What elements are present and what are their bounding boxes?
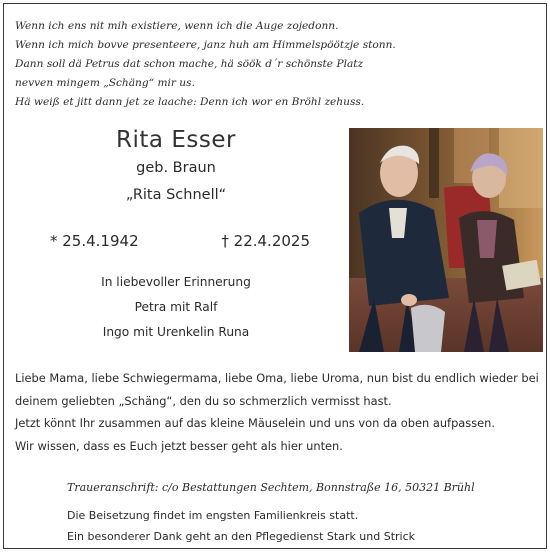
message-line: Liebe Mama, liebe Schwiegermama, liebe Oma, liebe Uroma, nun bist du endlich wieder bei xyxy=(15,371,539,385)
deceased-name: Rita Esser xyxy=(116,127,236,153)
memory-block xyxy=(16,270,336,345)
family-member: Ingo mit Urenkelin Runa xyxy=(102,325,250,339)
death-date: † 22.4.2025 xyxy=(221,232,310,250)
maiden-name: geb. Braun xyxy=(136,160,216,176)
deceased-name-block xyxy=(16,126,336,206)
poem xyxy=(15,17,535,112)
nickname: „Rita Schnell“ xyxy=(125,187,227,203)
poem-line: Wenn ich ens nit mih existiere, wenn ich die Auge zojedonn. xyxy=(15,20,339,32)
message-line: deinem geliebten „Schäng“, den du so schmerzlich vermisst hast. xyxy=(15,393,392,408)
message-line: Wir wissen, dass es Euch jetzt besser geht als hier unten. xyxy=(15,438,343,453)
poem-line: Dann soll dä Petrus dat schon mache, hä söök d´r schönste Platz xyxy=(15,58,364,70)
personal-message xyxy=(15,367,540,457)
couple-photo xyxy=(349,128,543,352)
poem-line: nevven mingem „Schäng“ mir us. xyxy=(15,77,195,89)
closing-notes xyxy=(67,506,415,547)
obituary-notice xyxy=(3,3,547,549)
life-dates xyxy=(50,230,310,252)
message-line: Jetzt könnt Ihr zusammen auf das kleine Mäuselein und uns von da oben aufpassen. xyxy=(15,416,495,430)
couple-photo-icon xyxy=(349,128,543,352)
mourning-address: Traueranschrift: c/o Bestattungen Sechtem, Bonnstraße 16, 50321 Brühl xyxy=(67,481,475,494)
birth-date: * 25.4.1942 xyxy=(50,232,139,250)
poem-line: Wenn ich mich bovve presenteere, janz huh am Himmelspöötzje stonn. xyxy=(15,39,396,51)
family-member: Petra mit Ralf xyxy=(134,300,218,314)
memory-heading: In liebevoller Erinnerung xyxy=(101,275,251,289)
note-line: Die Beisetzung findet im engsten Familienkreis statt. xyxy=(67,509,359,522)
note-line: Ein besonderer Dank geht an den Pflegedienst Stark und Strick xyxy=(67,529,416,543)
poem-line: Hä weiß et jitt dann jet ze laache: Denn ich wor en Bröhl zehuss. xyxy=(15,96,365,108)
